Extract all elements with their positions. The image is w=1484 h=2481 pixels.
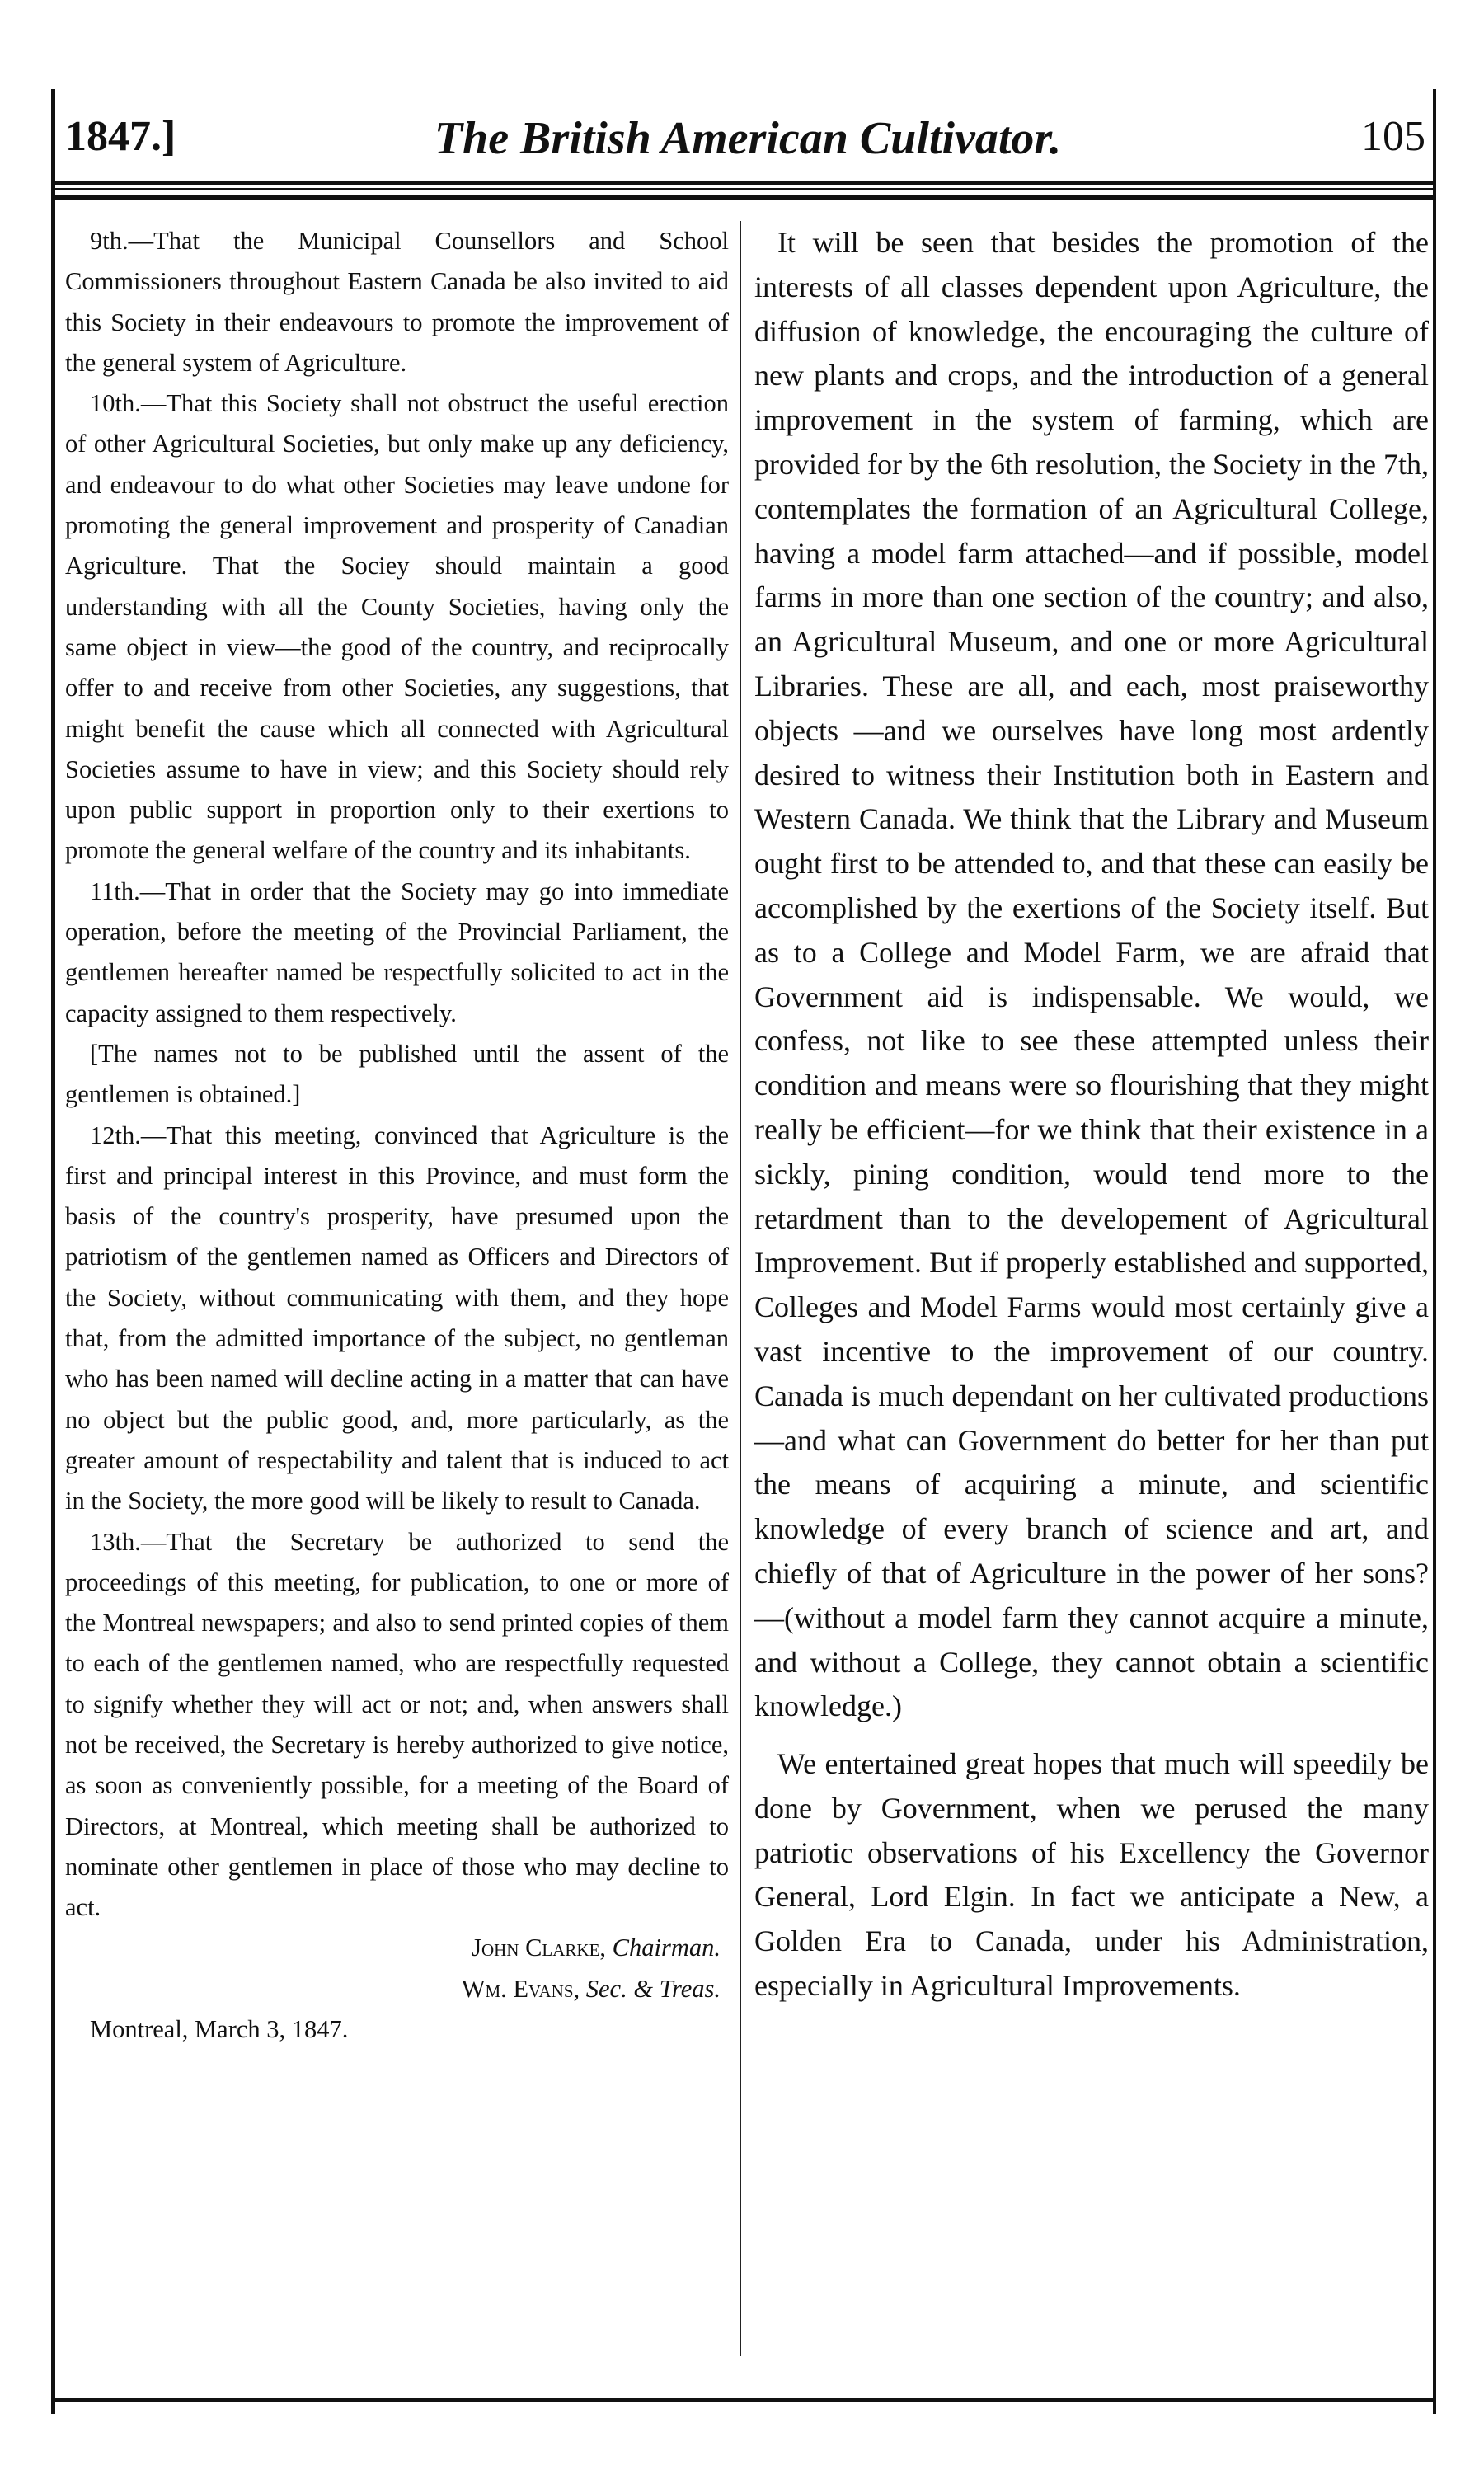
resolution-11: 11th.—That in order that the Society may go into immediate operation, before the meeting of the Provincial Parliament, the gentlemen hereafter named be respectfully solicited to act in the capacity assigned to them respectively. xyxy=(65,876,729,1027)
signature-chairman-role: Chairman. xyxy=(612,1934,721,1962)
editorial-note: [The names not to be published until the assent of the gentlemen is obtained.] xyxy=(65,1039,729,1109)
resolution-10: 10th.—That this Society shall not obstruct the useful erection of other Agricultural Societies, but only make up any deficiency, and endeavour to do what other Societies may leave undone for promoting the general improvement and prosperity of Canadian Agriculture. That the Sociey should maintain a good understanding with all the County Societies, having only the same object in view—the good of the country, and reciprocally offer to and receive from other Societies, any suggestions, that might benefit the cause which all connected with Agricultural Societies assume to have in view; and this Society should rely upon public support in proportion only to their exertions to promote the general welfare of the country and its inhabitants. xyxy=(65,389,729,865)
signature-secretary-role: Sec. & Treas. xyxy=(585,1974,721,2003)
newspaper-page xyxy=(51,89,1436,2414)
signature-secretary-name: Wm. Evans, xyxy=(461,1974,580,2003)
editorial-paragraph-2: We entertained great hopes that much will speedily be done by Government, when we perused the many patriotic observations of his Excellency the Governor General, Lord Elgin. In fact we anticipate a New, a Golden Era to Canada, under his Administration, especially in Agricultural Improvements. xyxy=(754,1747,1429,2003)
page-number: 105 xyxy=(1361,113,1425,160)
left-column xyxy=(65,221,729,2050)
editorial-paragraph-1: It will be seen that besides the promotion of the interests of all classes dependent upon Agriculture, the diffusion of knowledge, the encouraging the culture of new plants and crops, and the introduction of a general improvement in the system of farming, which are provided for by the 6th resolution, the Society in the 7th, contemplates the formation of an Agricultural College, having a model farm attached—and if possible, model farms in more than one section of the country; and also, an Agricultural Museum, and one or more Agricultural Libraries. These are all, and each, most praiseworthy objects —and we ourselves have long most ardently desired to witness their Institution both in Eastern and Western Canada. We think that the Library and Museum ought first to be attended to, and that these can easily be accomplished by the exertions of the Society itself. But as to a College and Model Farm, we are afraid that Government aid is indispensable. We would, we confess, not like to see these attempted unless their condition and means were so flourishing that they might really be efficient—for we think that their existence in a sickly, pining condition, would tend more to the retardment than to the developement of Agricultural Improvement. But if properly established and supported, Colleges and Model Farms would most certainly give a vast incentive to the improvement of our country. Canada is much dependant on her cultivated productions—and what can Government do better for her than put the means of acquiring a minute, and scientific knowledge of every branch of science and art, and chiefly of that of Agriculture in the power of her sons?—(without a model farm they cannot acquire a minute, and without a College, they cannot obtain a scientific knowledge.) xyxy=(754,226,1429,1723)
page-header xyxy=(55,89,1440,195)
header-rule-thin xyxy=(55,188,1436,190)
footer-rule xyxy=(55,2398,1436,2402)
header-rule-thick xyxy=(55,195,1436,200)
resolution-12: 12th.—That this meeting, convinced that Agriculture is the first and principal interest in this Province, and must form the basis of the country's prosperity, have presumed upon the patriotism of the gentlemen named as Officers and Directors of the Society, without communicating with them, and they hope that, from the admitted importance of the subject, no gentleman who has been named will decline acting in a matter that can have no object but the public good, and, more particularly, as the greater amount of respectability and talent that is induced to act in the Society, the more good will be likely to result to Canada. xyxy=(65,1121,729,1515)
header-title: The British American Cultivator. xyxy=(434,113,1062,164)
header-rule xyxy=(55,181,1436,185)
header-year: 1847.] xyxy=(65,113,176,160)
column-divider xyxy=(740,221,741,2356)
signature-chairman xyxy=(65,1928,729,1968)
right-column xyxy=(754,221,1429,2009)
resolution-13: 13th.—That the Secretary be authorized to send the proceedings of this meeting, for publication, to one or more of the Montreal newspapers; and also to send printed copies of them to each of the gentlemen named, who are respectfully requested to signify whether they will act or not; and, when answers shall not be received, the Secretary is hereby authorized to give notice, as soon as conveniently possible, for a meeting of the Board of Directors, at Montreal, which meeting shall be authorized to nominate other gentlemen in place of those who may decline to act. xyxy=(65,1527,729,1922)
signature-chairman-name: John Clarke, xyxy=(472,1934,607,1962)
resolution-9: 9th.—That the Municipal Counsellors and School Commissioners throughout Eastern Canada be also invited to aid this Society in their endeavours to promote the improvement of the general system of Agriculture. xyxy=(65,227,729,377)
dateline: Montreal, March 3, 1847. xyxy=(90,2015,349,2044)
signature-secretary xyxy=(65,1969,729,2009)
